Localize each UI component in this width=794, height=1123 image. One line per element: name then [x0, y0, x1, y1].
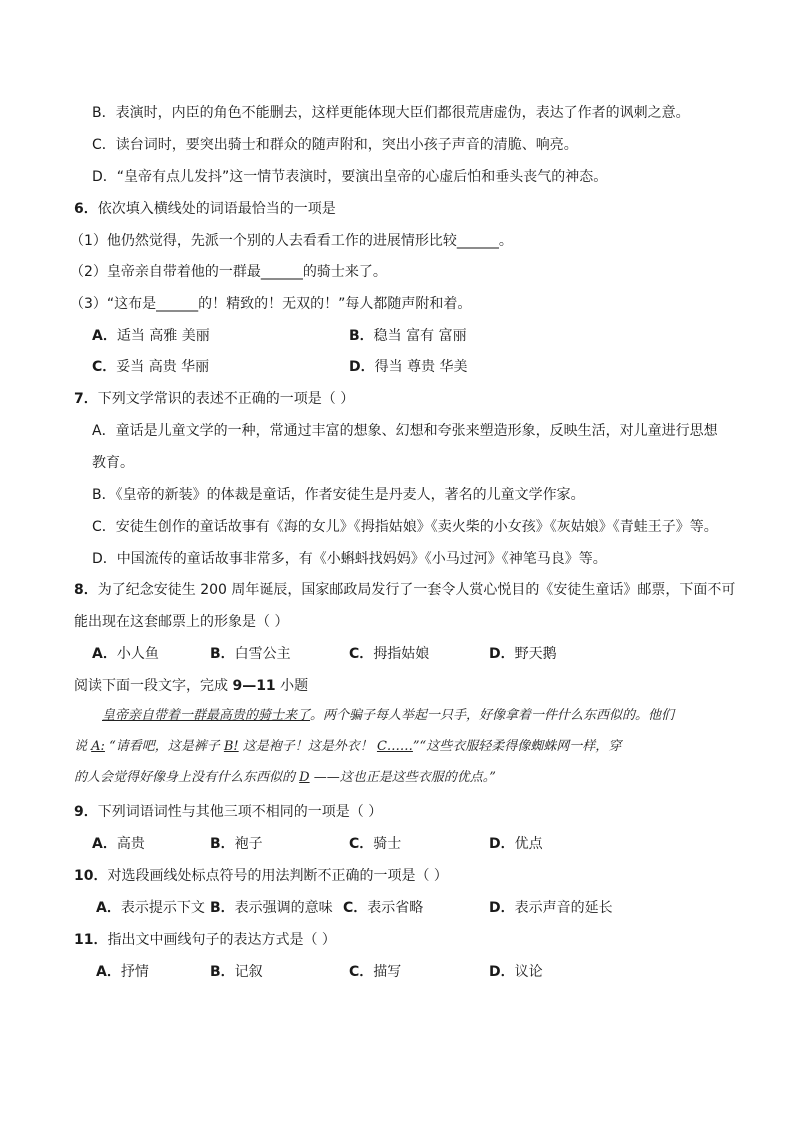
passage-underlined-sentence: 皇帝亲自带着一群最高贵的骑士来了 [102, 708, 311, 723]
q7-option-a: A．童话是儿童文学的一种，常通过丰富的想象、幻想和夸张来塑造形象，反映生活，对儿童进行思想 [92, 423, 718, 439]
q11-option-b: B．记叙 [210, 964, 263, 980]
q8-option-c: C．拇指姑娘 [349, 646, 430, 662]
q6-title [0, 199, 794, 219]
q8-text-1: 为了纪念安徒生 200 周年诞辰，国家邮政局发行了一套令人赏心悦目的《安徒生童话》邮票，下面不可 [97, 582, 736, 598]
reading-passage: 皇帝亲自带着一群最高贵的骑士来了。两个骗子每人举起一只手，好像拿着一件什么东西似的。他们 说 A: “请看吧，这是裤子 B! 这是袍子！这是外衣！ C……”“这些衣服轻柔得像蜘蛛网一样，穿 的人会觉得好像身上没有什么东西似的 D ——这也正是这些衣服的优点。” [74, 708, 675, 785]
q7-title [0, 389, 794, 409]
q9-options-row [0, 834, 794, 854]
q9-title [0, 802, 794, 822]
q11-option-d: D．议论 [489, 964, 543, 980]
q9-option-c: C．骑士 [349, 836, 402, 852]
q8-title [0, 580, 794, 600]
q8-number: 8． [74, 582, 98, 598]
q9-number: 9． [74, 804, 98, 820]
q8-option-d: D．野天鹅 [489, 646, 557, 662]
q6-sentence-1: （1）他仍然觉得，先派一个别的人去看看工作的进展情形比较______。 [70, 233, 513, 249]
q10-number: 10． [74, 868, 108, 884]
q11-option-a: A．抒情 [96, 964, 149, 980]
q6-options-row-1 [0, 326, 794, 346]
q6-option-d: D．得当 尊贵 华美 [349, 359, 468, 375]
q10-title [0, 866, 794, 886]
q11-number: 11． [74, 932, 108, 948]
q10-option-a: A．表示提示下文 [96, 900, 205, 916]
q11-option-c: C．描写 [349, 964, 402, 980]
q6-option-b: B．稳当 富有 富丽 [349, 328, 467, 344]
q6-option-a: A．适当 高雅 美丽 [92, 328, 210, 344]
q9-option-d: D．优点 [489, 836, 543, 852]
q10-text: 对选段画线处标点符号的用法判断不正确的一项是（ ） [107, 868, 448, 884]
q9-text: 下列词语词性与其他三项不相同的一项是（ ） [97, 804, 383, 820]
q11-title [0, 930, 794, 950]
q7-option-b: B．《皇帝的新装》的体裁是童话，作者安徒生是丹麦人，著名的儿童文学作家。 [92, 487, 585, 503]
q7-number: 7． [74, 391, 98, 407]
q8-options-row [0, 644, 794, 664]
reading-prompt: 阅读下面一段文字，完成 9—11 小题 [74, 678, 309, 694]
q10-option-b: B．表示强调的意味 [210, 900, 333, 916]
q10-options-row [0, 898, 794, 918]
q7-text: 下列文学常识的表述不正确的一项是（ ） [97, 391, 355, 407]
q8-option-b: B．白雪公主 [210, 646, 291, 662]
q11-text: 指出文中画线句子的表达方式是（ ） [107, 932, 336, 948]
q9-option-b: B．袍子 [210, 836, 263, 852]
q7-option-a-cont: 教育。 [92, 455, 134, 471]
q6-text: 依次填入横线处的词语最恰当的一项是 [97, 201, 336, 217]
q5-option-b: B．表演时，内臣的角色不能删去，这样更能体现大臣们都很荒唐虚伪，表达了作者的讽刺之意。 [92, 105, 690, 121]
q5-option-d: D．“皇帝有点儿发抖”这一情节表演时，要演出皇帝的心虚后怕和垂头丧气的神态。 [92, 169, 608, 185]
mark-b: B! [223, 739, 239, 754]
mark-c: C…… [376, 739, 413, 754]
q8-option-a: A．小人鱼 [92, 646, 159, 662]
q9-option-a: A．高贵 [92, 836, 145, 852]
q6-options-row-2 [0, 357, 794, 377]
q7-option-c: C．安徒生创作的童话故事有《海的女儿》《拇指姑娘》《卖火柴的小女孩》《灰姑娘》《青蛙王子》等。 [92, 519, 718, 535]
q11-options-row [0, 962, 794, 982]
q10-option-c: C．表示省略 [343, 900, 424, 916]
q6-option-c: C．妥当 高贵 华丽 [92, 359, 210, 375]
mark-d: D [299, 770, 310, 785]
mark-a: A: [91, 739, 105, 754]
q6-number: 6． [74, 201, 98, 217]
q6-sentence-2: （2）皇帝亲自带着他的一群最______的骑士来了。 [70, 264, 387, 280]
q5-option-c: C．读台词时，要突出骑士和群众的随声附和，突出小孩子声音的清脆、响亮。 [92, 137, 578, 153]
q7-option-d: D．中国流传的童话故事非常多，有《小蝌蚪找妈妈》《小马过河》《神笔马良》等。 [92, 551, 607, 567]
q10-option-d: D．表示声音的延长 [489, 900, 613, 916]
q6-sentence-3: （3）“这布是______的！精致的！无双的！”每人都随声附和着。 [70, 296, 472, 312]
q8-title-cont: 能出现在这套邮票上的形象是（ ） [74, 614, 289, 630]
